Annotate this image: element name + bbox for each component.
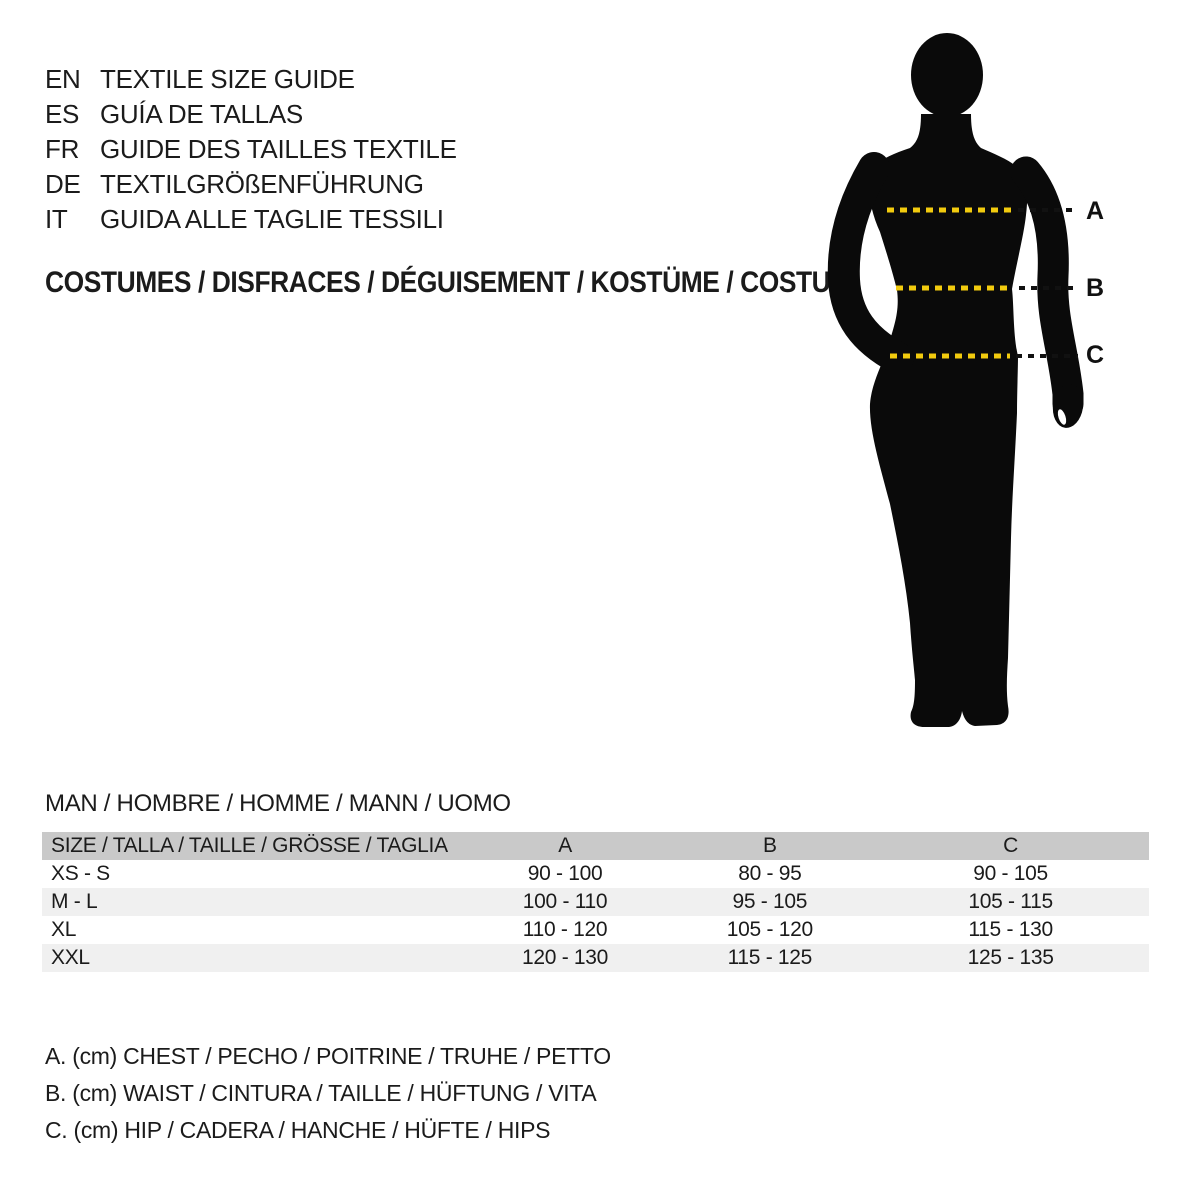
- value-cell-c: 125 - 135: [967, 946, 1054, 969]
- measurement-legend: [45, 1038, 611, 1149]
- value-cell-b: 95 - 105: [732, 890, 808, 913]
- language-title: GUÍA DE TALLAS: [100, 99, 303, 129]
- language-title: TEXTILE SIZE GUIDE: [100, 64, 355, 94]
- language-row-de: [45, 167, 457, 202]
- size-cell: XL: [51, 918, 77, 941]
- value-cell-c: 105 - 115: [968, 890, 1053, 913]
- table-row-xl: [42, 916, 1149, 944]
- size-cell: XXL: [51, 946, 90, 969]
- language-row-fr: [45, 132, 457, 167]
- legend-line-hip: C. (cm) HIP / CADERA / HANCHE / HÜFTE / HIPS: [45, 1117, 551, 1143]
- marker-label-b: B: [1086, 274, 1104, 302]
- header-cell-size: SIZE / TALLA / TAILLE / GRÖSSE / TAGLIA: [51, 834, 448, 857]
- table-row-xxl: [42, 944, 1149, 972]
- header-cell-b: B: [762, 834, 777, 857]
- header-cell-c: C: [1003, 834, 1019, 857]
- category-title: COSTUMES / DISFRACES / DÉGUISEMENT / KOSTÜME / COSTUMI: [45, 266, 859, 299]
- language-title: GUIDE DES TAILLES TEXTILE: [100, 134, 457, 164]
- marker-label-c: C: [1086, 341, 1104, 369]
- value-cell-a: 120 - 130: [522, 946, 609, 969]
- size-cell: XS - S: [51, 862, 110, 885]
- language-guide-list: [45, 62, 457, 237]
- language-code: DE: [45, 169, 81, 199]
- size-table: [42, 832, 1149, 972]
- value-cell-c: 90 - 105: [973, 862, 1048, 885]
- language-code: ES: [45, 99, 80, 129]
- table-row-m-l: [42, 888, 1149, 916]
- value-cell-a: 100 - 110: [522, 890, 608, 913]
- man-silhouette-figure: [822, 18, 1122, 763]
- value-cell-c: 115 - 130: [968, 918, 1053, 941]
- section-title-man: MAN / HOMBRE / HOMME / MANN / UOMO: [45, 790, 511, 817]
- language-row-it: [45, 202, 457, 237]
- man-silhouette: [844, 33, 1086, 727]
- value-cell-b: 105 - 120: [726, 918, 813, 941]
- value-cell-a: 90 - 100: [527, 862, 603, 885]
- value-cell-b: 115 - 125: [727, 946, 813, 969]
- language-code: FR: [45, 134, 80, 164]
- header-cell-a: A: [558, 834, 572, 857]
- size-cell: M - L: [51, 890, 98, 913]
- language-row-en: [45, 62, 457, 97]
- legend-line-chest: A. (cm) CHEST / PECHO / POITRINE / TRUHE / PETTO: [45, 1043, 611, 1069]
- language-code: IT: [45, 204, 68, 234]
- language-row-es: [45, 97, 457, 132]
- value-cell-a: 110 - 120: [522, 918, 608, 941]
- language-title: GUIDA ALLE TAGLIE TESSILI: [100, 204, 444, 234]
- table-row-xs-s: [42, 860, 1149, 888]
- language-title: TEXTILGRÖßENFÜHRUNG: [100, 169, 424, 199]
- size-table-header-row: [42, 832, 1149, 860]
- marker-label-a: A: [1086, 197, 1104, 225]
- value-cell-b: 80 - 95: [738, 862, 802, 885]
- legend-line-waist: B. (cm) WAIST / CINTURA / TAILLE / HÜFTUNG / VITA: [45, 1080, 597, 1106]
- language-code: EN: [45, 64, 81, 94]
